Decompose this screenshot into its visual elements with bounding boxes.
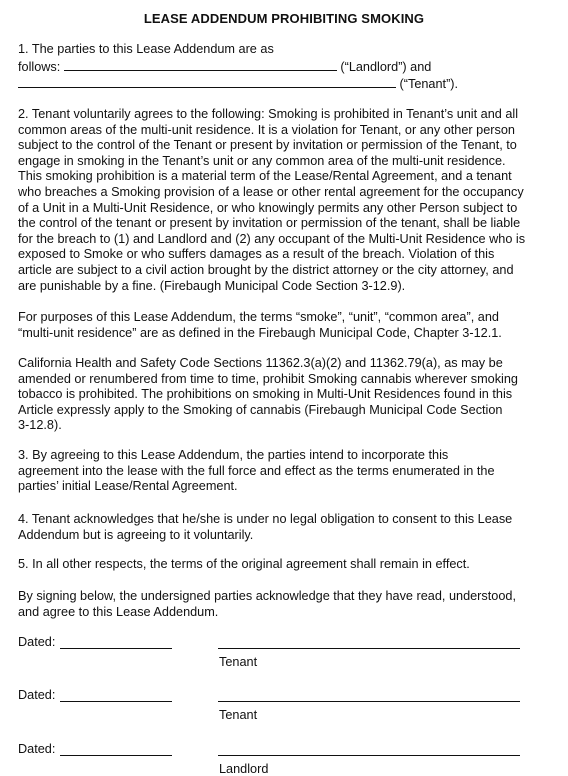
section-2-line: subject to the control of the Tenant or present by invitation or permission of the Tenant, to xyxy=(18,138,517,153)
page-title: LEASE ADDENDUM PROHIBITING SMOKING xyxy=(143,11,425,26)
cannabis-paragraph xyxy=(18,356,553,434)
section-2-line: exposed to Smoke or who suffers damages as a result of the breach. Violation of this xyxy=(18,247,495,262)
section-3-line: agreement into the lease with the full force and effect as the terms enumerated in the xyxy=(18,463,495,478)
signature-field[interactable] xyxy=(218,755,520,756)
section-1-line: 1. The parties to this Lease Addendum are as xyxy=(18,42,274,56)
definitions-line: “multi-unit residence” are as defined in the Firebaugh Municipal Code, Chapter 3-12.1. xyxy=(18,325,502,340)
section-2-line: who breaches a Smoking provision of a lease or other rental agreement for the occupancy xyxy=(18,184,524,199)
section-4-line: Addendum but is agreeing to it voluntarily. xyxy=(18,527,254,542)
section-2-line: the control of the tenant or present by invitation or permission of the tenant, shall be liable xyxy=(18,216,521,231)
cannabis-line: California Health and Safety Code Sections 11362.3(a)(2) and 11362.79(a), as may be xyxy=(18,356,503,370)
section-2-line: are punishable by a fine. (Firebaugh Municipal Code Section 3-12.9). xyxy=(18,278,406,293)
signer-role: Tenant xyxy=(219,655,258,669)
signing-line: and agree to this Lease Addendum. xyxy=(18,604,219,619)
dated-label: Dated: xyxy=(18,688,56,702)
signature-field[interactable] xyxy=(218,701,520,702)
dated-label: Dated: xyxy=(18,742,56,756)
section-2-line: common areas of the multi-unit residence. It is a violation for Tenant, or any other person xyxy=(18,122,515,137)
section-4-line: 4. Tenant acknowledges that he/she is under no legal obligation to consent to this Lease xyxy=(18,512,513,526)
cannabis-line: 3-12.8). xyxy=(18,418,62,433)
section-3-incorporation xyxy=(18,448,553,495)
section-4-acknowledgement xyxy=(18,512,553,543)
signature-field[interactable] xyxy=(218,648,520,649)
section-5-line: 5. In all other respects, the terms of the original agreement shall remain in effect. xyxy=(18,557,470,571)
dated-label: Dated: xyxy=(18,635,56,649)
section-3-line: parties’ initial Lease/Rental Agreement. xyxy=(18,479,238,494)
date-field[interactable] xyxy=(60,701,172,702)
tenant-label: (“Tenant”). xyxy=(399,77,459,92)
cannabis-line: tobacco is prohibited. The prohibitions on smoking in Multi-Unit Residences found in this xyxy=(18,387,513,402)
section-3-line: 3. By agreeing to this Lease Addendum, the parties intend to incorporate this xyxy=(18,448,449,462)
section-2-line: article are subject to a civil action brought by the district attorney or the city attorney, and xyxy=(18,262,514,277)
section-2-smoking-prohibition xyxy=(18,107,553,294)
section-2-line: This smoking prohibition is a material term of the Lease/Rental Agreement, and a tenant xyxy=(18,169,512,184)
signing-paragraph xyxy=(18,589,553,620)
signer-role: Landlord xyxy=(219,762,269,776)
landlord-label: (“Landlord”) and xyxy=(340,59,432,74)
section-1-line xyxy=(18,75,553,93)
landlord-name-field[interactable] xyxy=(64,58,337,71)
section-2-line: for the breach to (1) and Landlord and (2) any occupant of the Multi-Unit Residence who is xyxy=(18,231,526,246)
section-2-line: engage in smoking in the Tenant’s unit or any common area of the multi-unit residence. xyxy=(18,153,506,168)
cannabis-line: amended or renumbered from time to time, prohibit Smoking cannabis wherever smoking xyxy=(18,371,518,386)
signing-line: By signing below, the undersigned parties acknowledge that they have read, understood, xyxy=(18,589,516,603)
follows-label: follows: xyxy=(18,59,61,74)
section-1-line xyxy=(18,58,553,76)
definitions-paragraph xyxy=(18,310,553,341)
date-field[interactable] xyxy=(60,755,172,756)
tenant-name-field[interactable] xyxy=(18,75,396,88)
date-field[interactable] xyxy=(60,648,172,649)
cannabis-line: Article expressly apply to the Smoking of cannabis (Firebaugh Municipal Code Section xyxy=(18,402,503,417)
section-2-line: of a Unit in a Multi-Unit Residence, or who knowingly permits any other Person subject to xyxy=(18,200,518,215)
signer-role: Tenant xyxy=(219,708,258,722)
section-1-parties xyxy=(18,42,553,93)
section-2-line: 2. Tenant voluntarily agrees to the following: Smoking is prohibited in Tenant’s unit and all xyxy=(18,107,519,121)
section-5-other-terms xyxy=(18,557,553,573)
definitions-line: For purposes of this Lease Addendum, the terms “smoke”, “unit”, “common area”, and xyxy=(18,310,499,324)
